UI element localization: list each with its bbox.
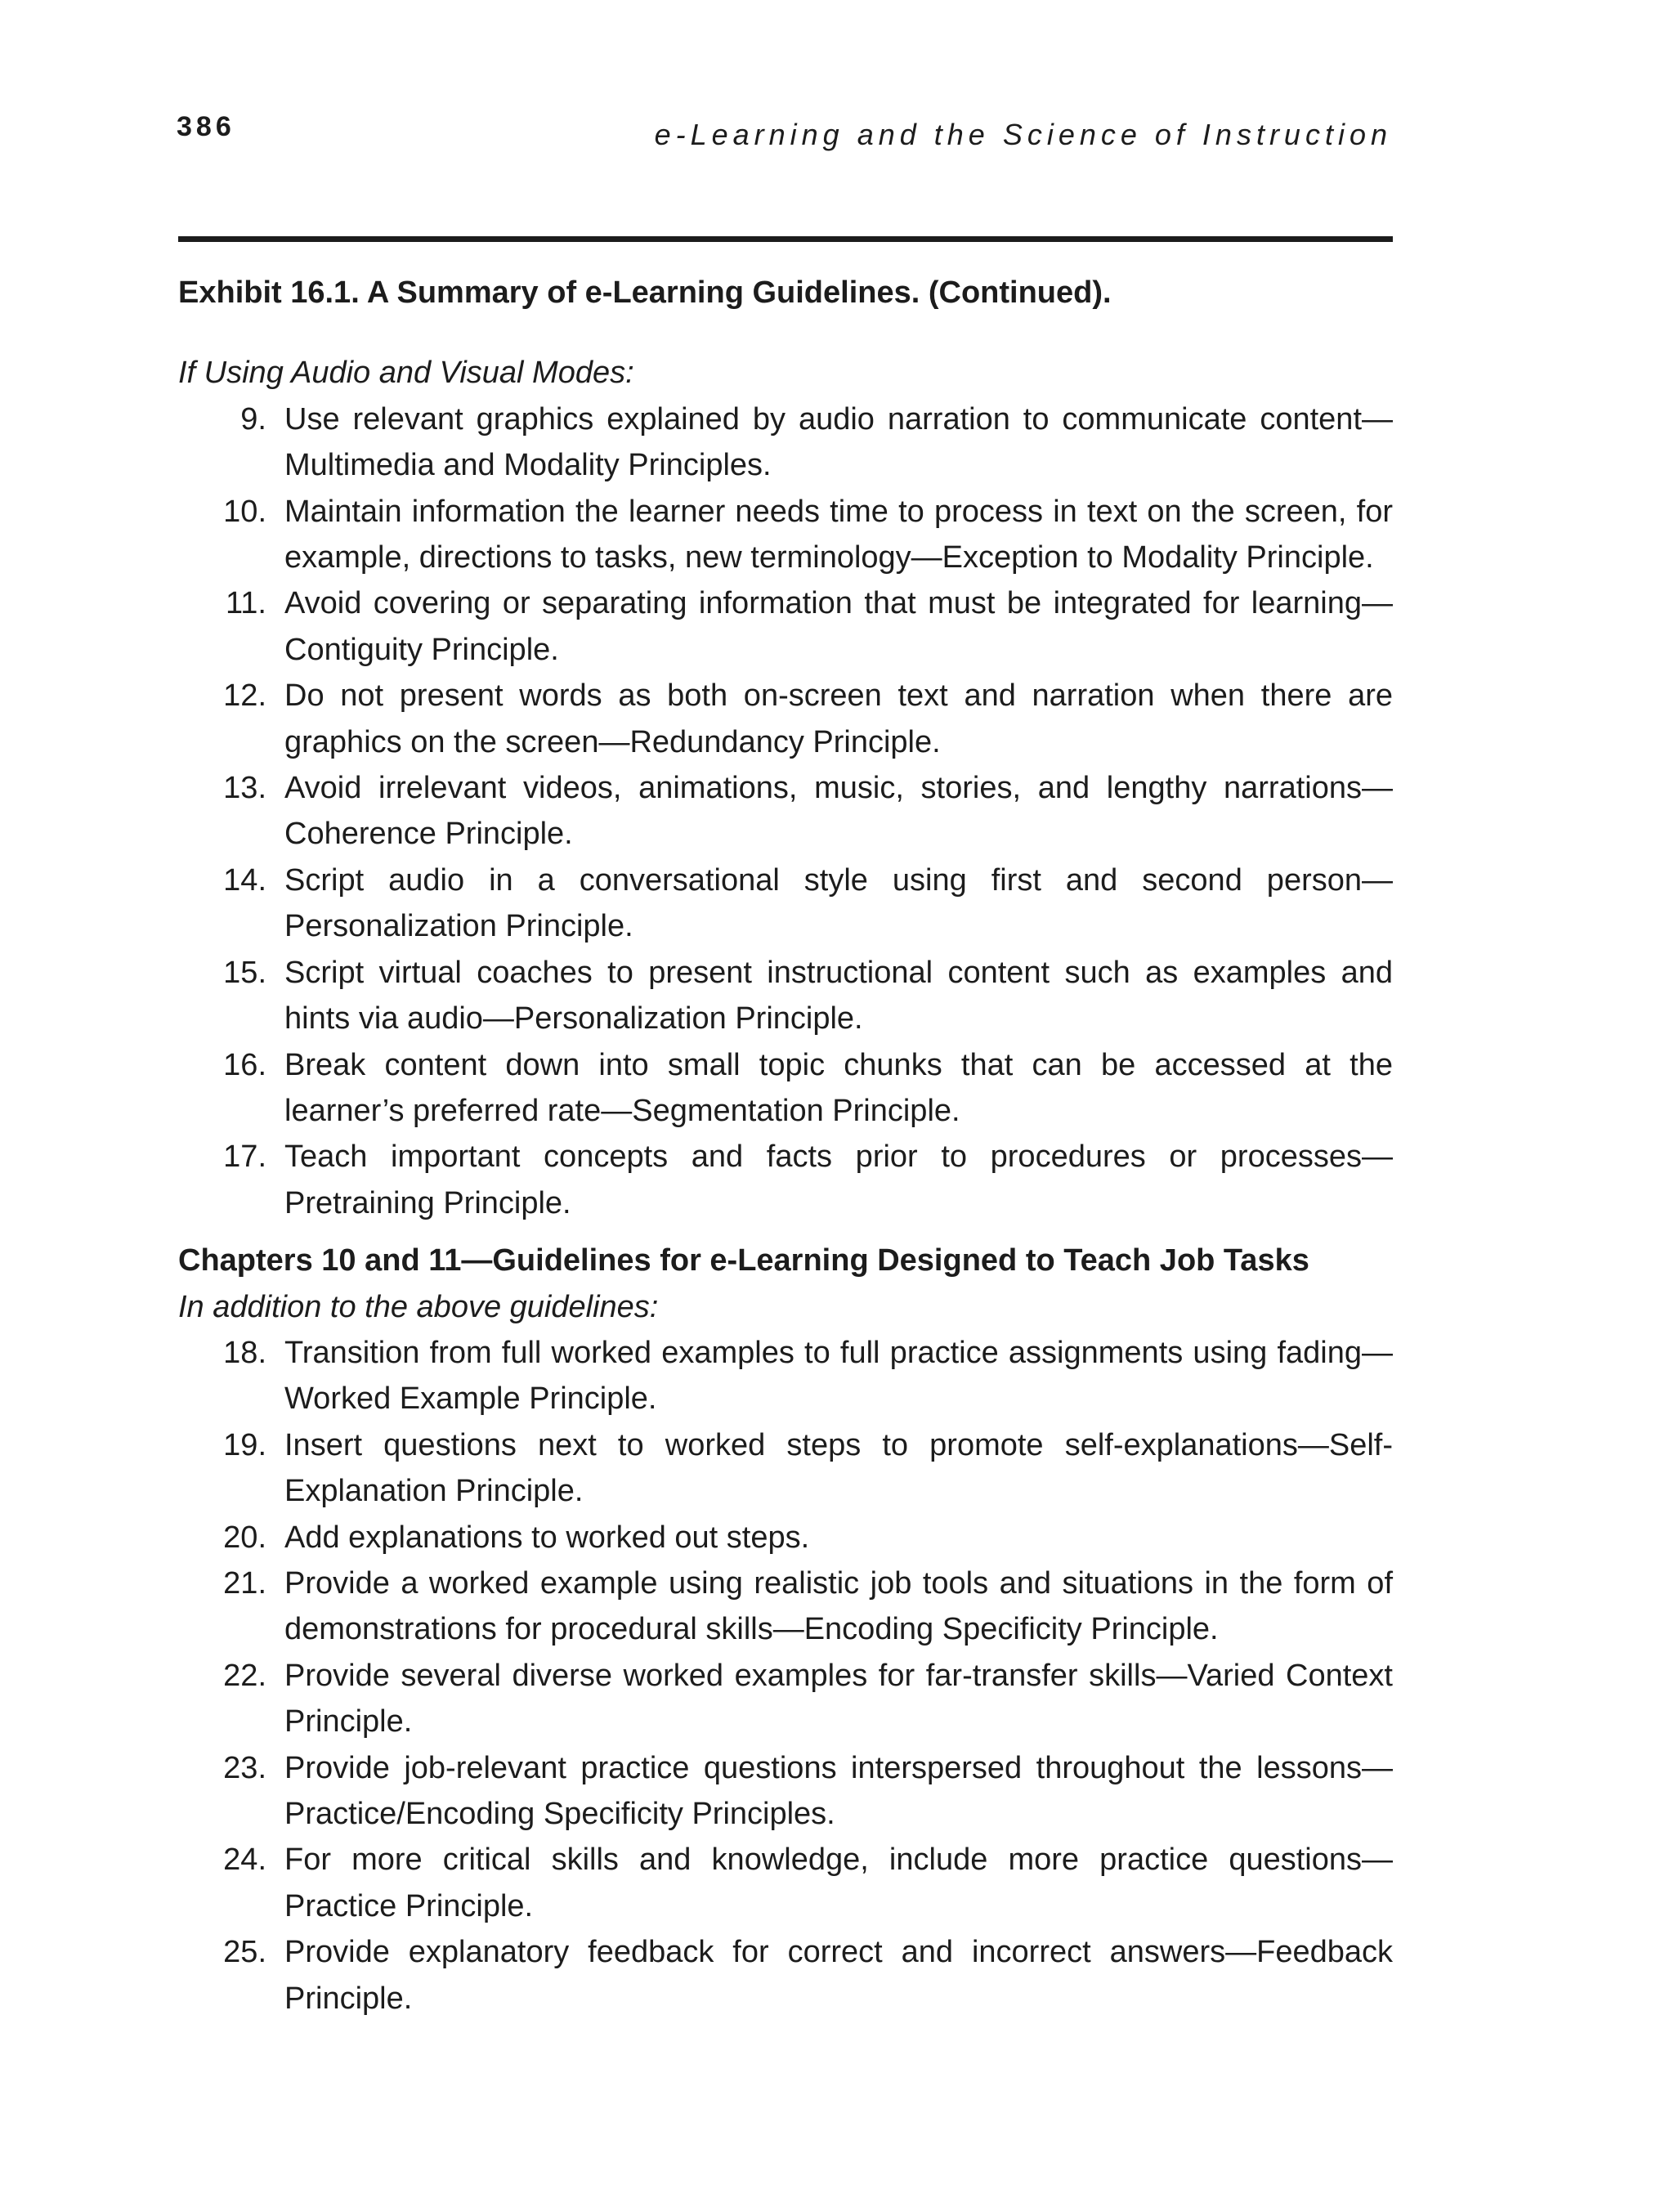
guideline-number: 18. <box>223 1335 266 1370</box>
guideline-text: Break content down into small topic chunks that can be accessed at the learner’s preferred rate—Segmentation Principle. <box>284 1047 1393 1128</box>
guideline-item <box>178 1422 1393 1515</box>
guideline-item <box>178 1837 1393 1929</box>
guideline-item <box>178 1042 1393 1135</box>
guideline-number: 15. <box>223 955 266 990</box>
page-number: 386 <box>177 111 235 142</box>
guideline-item <box>178 857 1393 950</box>
guideline-number: 23. <box>223 1750 266 1785</box>
guideline-number: 9. <box>240 401 266 437</box>
guideline-text: For more critical skills and knowledge, include more practice questions—Practice Principle. <box>284 1843 1393 1923</box>
guideline-item <box>178 1560 1393 1653</box>
guideline-item <box>178 580 1393 673</box>
guideline-item <box>178 489 1393 581</box>
header-rule <box>178 236 1393 242</box>
guideline-text: Add explanations to worked out steps. <box>284 1520 810 1555</box>
guideline-item <box>178 1330 1393 1422</box>
guideline-text: Script audio in a conversational style using first and second person—Personalization Principle. <box>284 862 1393 944</box>
guideline-item <box>178 396 1393 489</box>
guideline-text: Teach important concepts and facts prior to procedures or processes—Pretraining Principle. <box>284 1140 1393 1220</box>
guideline-text: Use relevant graphics explained by audio narration to communicate content—Multimedia and Modality Principles. <box>284 401 1393 483</box>
guideline-text: Script virtual coaches to present instructional content such as examples and hints via audio—Personalization Principle. <box>284 955 1393 1037</box>
guideline-text: Provide explanatory feedback for correct and incorrect answers—Feedback Principle. <box>284 1935 1393 2016</box>
guideline-number: 13. <box>223 771 266 806</box>
guideline-text: Insert questions next to worked steps to promote self-explanations—Self-Explanation Principle. <box>284 1427 1393 1509</box>
guideline-item <box>178 673 1393 765</box>
job-tasks-heading: Chapters 10 and 11—Guidelines for e-Learning Designed to Teach Job Tasks <box>178 1243 1309 1278</box>
audio-visual-intro: If Using Audio and Visual Modes: <box>178 356 634 391</box>
guideline-number: 19. <box>223 1427 266 1462</box>
guideline-text: Provide several diverse worked examples for far-transfer skills—Varied Context Principle. <box>284 1658 1393 1740</box>
guideline-item <box>178 1515 1393 1560</box>
exhibit-title: Exhibit 16.1. A Summary of e-Learning Guidelines. (Continued). <box>178 275 1112 310</box>
guideline-item <box>178 1929 1393 2022</box>
audio-visual-guidelines <box>178 396 1393 1226</box>
guideline-number: 22. <box>223 1658 266 1693</box>
guideline-number: 11. <box>225 586 266 621</box>
guideline-number: 20. <box>223 1520 266 1555</box>
guideline-text: Provide job-relevant practice questions interspersed throughout the lessons—Practice/Encoding Specificity Principles. <box>284 1750 1393 1831</box>
guideline-number: 21. <box>223 1565 266 1601</box>
guideline-number: 12. <box>223 678 266 714</box>
guideline-item <box>178 1134 1393 1226</box>
guideline-text: Avoid covering or separating information that must be integrated for learning—Contiguity Principle. <box>284 586 1393 667</box>
guideline-number: 14. <box>223 862 266 898</box>
running-head: e-Learning and the Science of Instruction <box>654 118 1392 151</box>
guideline-number: 17. <box>223 1140 266 1175</box>
page-content <box>178 270 1393 2022</box>
guideline-item <box>178 765 1393 857</box>
guideline-text: Transition from full worked examples to full practice assignments using fading—Worked Example Principle. <box>284 1335 1393 1417</box>
guideline-text: Provide a worked example using realistic job tools and situations in the form of demonstrations for procedural skills—Encoding Specificity Principle. <box>284 1565 1393 1647</box>
guideline-item <box>178 1745 1393 1838</box>
guideline-number: 10. <box>223 494 266 529</box>
guideline-text: Avoid irrelevant videos, animations, music, stories, and lengthy narrations—Coherence Principle. <box>284 771 1393 852</box>
guideline-item <box>178 950 1393 1042</box>
guideline-item <box>178 1653 1393 1745</box>
job-tasks-intro: In addition to the above guidelines: <box>178 1289 659 1324</box>
job-tasks-guidelines <box>178 1330 1393 2022</box>
guideline-number: 25. <box>223 1935 266 1970</box>
guideline-text: Maintain information the learner needs time to process in text on the screen, for example, directions to tasks, new terminology—Exception to Modality Principle. <box>284 494 1393 575</box>
guideline-text: Do not present words as both on-screen text and narration when there are graphics on the screen—Redundancy Principle. <box>284 678 1393 759</box>
guideline-number: 24. <box>223 1843 266 1878</box>
guideline-number: 16. <box>223 1047 266 1082</box>
